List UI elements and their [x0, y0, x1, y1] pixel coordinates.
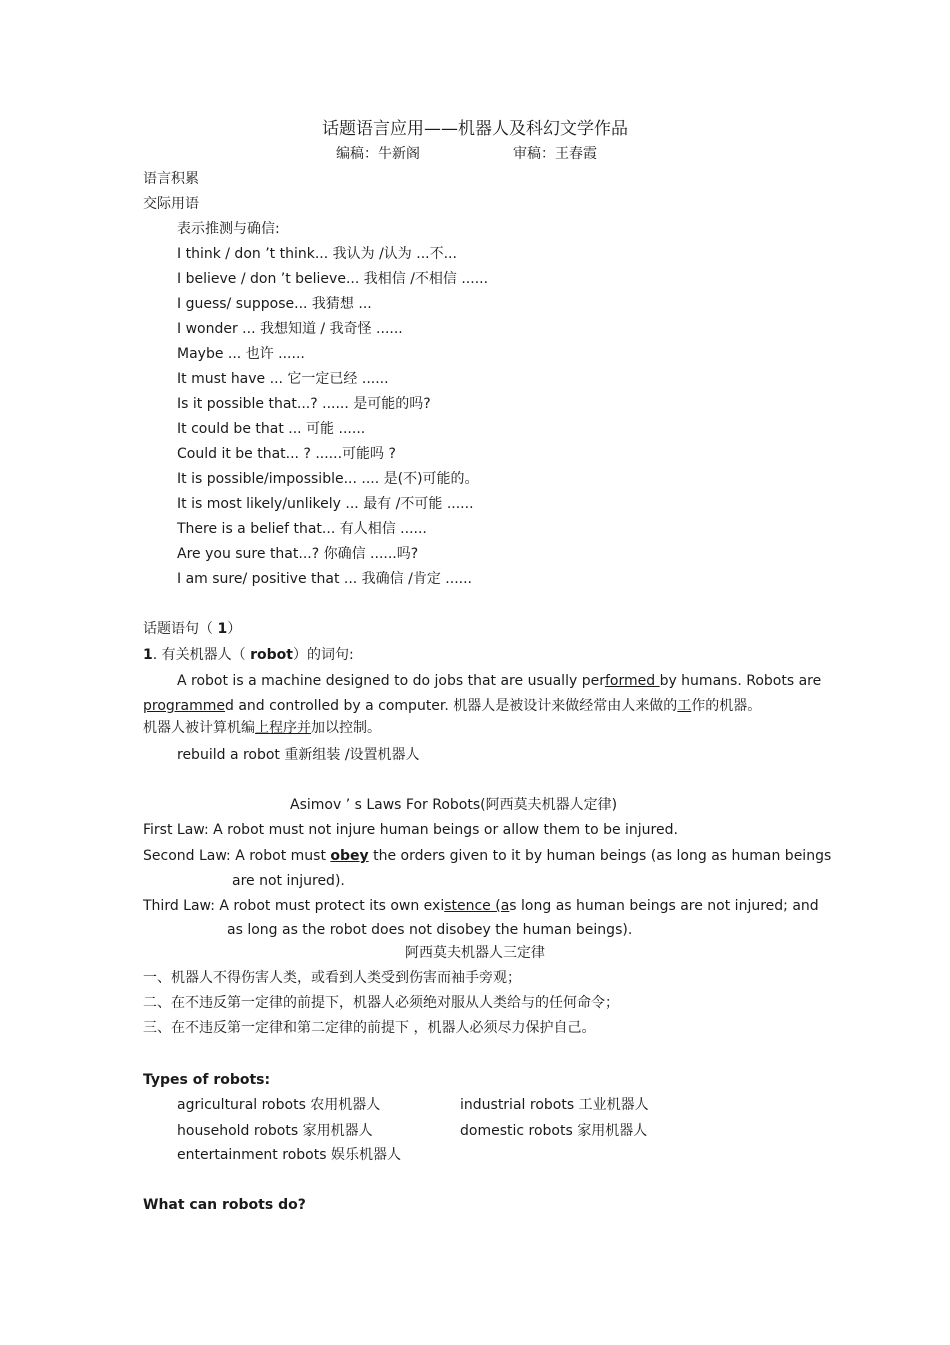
phrase-item: It could be that ... 可能 ......: [177, 421, 366, 437]
second-law: Second Law: A robot must obey the orders given to it by human beings (as long as human beings: [143, 848, 832, 864]
law-chinese-2: 二、在不违反第一定律的前提下，机器人必须绝对服从人类给与的任何命令；: [143, 995, 619, 1011]
robot-type-item: agricultural robots 农用机器人: [177, 1097, 381, 1113]
robot-type-item: household robots 家用机器人: [177, 1123, 373, 1139]
topic-heading: 话题语句（ 1）: [143, 621, 242, 637]
second-law-continued: are not injured).: [232, 873, 345, 889]
document-title: 话题语言应用——机器人及科幻文学作品: [322, 119, 628, 139]
laws-chinese-title: 阿西莫夫机器人三定律: [405, 945, 545, 961]
robot-definition-line-2: programmed and controlled by a computer. 机器人是被设计来做经常由人来做的工作的机器。: [143, 698, 762, 714]
phrase-item: It must have ... 它一定已经 ......: [177, 371, 389, 387]
inference-heading: 表示推测与确信:: [177, 221, 280, 237]
what-can-robots-do-heading: What can robots do?: [143, 1197, 306, 1213]
robot-type-item: entertainment robots 娱乐机器人: [177, 1147, 401, 1163]
section-heading-accumulation: 语言积累: [143, 171, 199, 187]
robot-type-item: domestic robots 家用机器人: [460, 1123, 648, 1139]
first-law: First Law: A robot must not injure human beings or allow them to be injured.: [143, 822, 678, 838]
law-chinese-1: 一、机器人不得伤害人类，或看到人类受到伤害而袖手旁观；: [143, 970, 521, 986]
phrase-item: Could it be that... ? ......可能吗 ?: [177, 446, 396, 462]
laws-title: Asimov ’ s Laws For Robots(阿西莫夫机器人定律): [290, 797, 618, 813]
phrase-item: Maybe ... 也许 ......: [177, 346, 305, 362]
phrase-item: There is a belief that... 有人相信 ......: [177, 521, 427, 537]
section-heading-communication: 交际用语: [143, 196, 199, 212]
phrase-item: I believe / don ’t believe... 我相信 /不相信 ......: [177, 271, 489, 287]
robot-type-item: industrial robots 工业机器人: [460, 1097, 649, 1113]
topic-item-1: 1. 有关机器人（ robot）的词句:: [143, 647, 354, 663]
phrase-item: I think / don ’t think... 我认为 /认为 ...不...: [177, 246, 457, 262]
editor-credit: 编稿：牛新阁: [336, 146, 420, 162]
phrase-item: I am sure/ positive that ... 我确信 /肯定 ......: [177, 571, 473, 587]
phrase-item: I guess/ suppose... 我猜想 ...: [177, 296, 372, 312]
robot-definition-line-3: 机器人被计算机编上程序并加以控制。: [143, 720, 381, 736]
phrase-item: It is most likely/unlikely ... 最有 /不可能 ......: [177, 496, 474, 512]
third-law-continued: as long as the robot does not disobey the human beings).: [227, 922, 633, 938]
third-law: Third Law: A robot must protect its own existence (as long as human beings are not injured; and: [143, 898, 819, 914]
phrase-item: Are you sure that...? 你确信 ......吗?: [177, 546, 419, 562]
law-chinese-3: 三、在不违反第一定律和第二定律的前提下 ，机器人必须尽力保护自己。: [143, 1020, 596, 1036]
types-heading: Types of robots:: [143, 1072, 271, 1088]
reviewer-credit: 审稿：王春霞: [513, 146, 597, 162]
phrase-item: Is it possible that...? ...... 是可能的吗?: [177, 396, 431, 412]
phrase-item: It is possible/impossible... .... 是(不)可能的。: [177, 471, 479, 487]
robot-definition-line-1: A robot is a machine designed to do jobs that are usually performed by humans. Robots are: [177, 673, 822, 689]
phrase-item: I wonder ... 我想知道 / 我奇怪 ......: [177, 321, 403, 337]
rebuild-phrase: rebuild a robot 重新组装 /设置机器人: [177, 747, 420, 763]
